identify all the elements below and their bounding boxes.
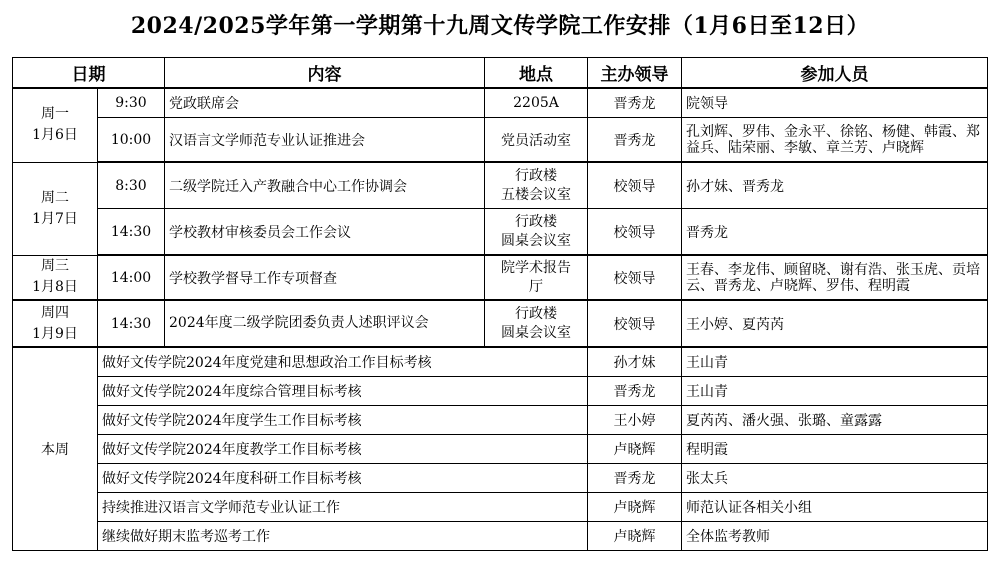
table-row — [13, 88, 988, 118]
table-row — [13, 209, 988, 256]
table-row — [13, 162, 988, 209]
participants-cell: 孔刘辉、罗伟、金永平、徐铭、杨健、韩霞、郑益兵、陆荣丽、李敏、章兰芳、卢晓辉 — [682, 118, 988, 163]
host-cell: 校领导 — [588, 300, 682, 347]
host-cell: 校领导 — [588, 209, 682, 256]
header-content: 内容 — [165, 58, 485, 89]
task-content-cell: 继续做好期末监考巡考工作 — [98, 522, 588, 551]
day-cell-mon — [13, 88, 98, 162]
weekday-label: 周二 — [41, 189, 69, 206]
date-label: 1月8日 — [32, 279, 78, 296]
host-cell: 王小婷 — [588, 406, 682, 435]
content-cell: 党政联席会 — [165, 88, 485, 118]
content-cell: 学校教材审核委员会工作会议 — [165, 209, 485, 256]
location-cell — [485, 209, 588, 256]
weekday-label: 周一 — [41, 106, 69, 123]
location-cell: 2205A — [485, 88, 588, 118]
host-cell: 晋秀龙 — [588, 377, 682, 406]
host-cell: 校领导 — [588, 162, 682, 209]
task-content-cell: 做好文传学院2024年度科研工作目标考核 — [98, 464, 588, 493]
host-cell: 孙才妹 — [588, 347, 682, 377]
weekday-label: 周三 — [41, 258, 69, 275]
schedule-table — [12, 57, 988, 551]
participants-cell: 张太兵 — [682, 464, 988, 493]
participants-cell: 王小婷、夏芮芮 — [682, 300, 988, 347]
participants-cell: 全体监考教师 — [682, 522, 988, 551]
task-content-cell: 做好文传学院2024年度综合管理目标考核 — [98, 377, 588, 406]
table-row — [13, 118, 988, 163]
participants-cell: 孙才妹、晋秀龙 — [682, 162, 988, 209]
header-location: 地点 — [485, 58, 588, 89]
participants-cell: 夏芮芮、潘火强、张璐、童露露 — [682, 406, 988, 435]
host-cell: 晋秀龙 — [588, 464, 682, 493]
location-line: 行政楼 — [515, 167, 557, 184]
participants-cell: 王山青 — [682, 347, 988, 377]
header-participants: 参加人员 — [682, 58, 988, 89]
time-cell: 8:30 — [98, 162, 165, 209]
time-cell: 10:00 — [98, 118, 165, 163]
host-cell: 晋秀龙 — [588, 118, 682, 163]
content-cell: 学校教学督导工作专项督查 — [165, 255, 485, 300]
content-cell: 2024年度二级学院团委负责人述职评议会 — [165, 300, 485, 347]
task-content-cell: 做好文传学院2024年度学生工作目标考核 — [98, 406, 588, 435]
task-content-cell: 做好文传学院2024年度党建和思想政治工作目标考核 — [98, 347, 588, 377]
location-cell: 党员活动室 — [485, 118, 588, 163]
day-cell-thu — [13, 300, 98, 347]
location-cell — [485, 162, 588, 209]
participants-cell: 院领导 — [682, 88, 988, 118]
table-row — [13, 255, 988, 300]
content-cell: 二级学院迁入产教融合中心工作协调会 — [165, 162, 485, 209]
table-row — [13, 406, 988, 435]
location-line: 厅 — [529, 278, 543, 295]
table-row — [13, 300, 988, 347]
table-row — [13, 347, 988, 377]
location-line: 行政楼 — [515, 305, 557, 322]
table-row — [13, 522, 988, 551]
table-row — [13, 435, 988, 464]
table-row — [13, 464, 988, 493]
location-cell — [485, 255, 588, 300]
time-cell: 14:30 — [98, 300, 165, 347]
participants-cell: 王春、李龙伟、顾留晓、谢有浩、张玉虎、贡培云、晋秀龙、卢晓辉、罗伟、程明霞 — [682, 255, 988, 300]
date-label: 1月6日 — [32, 127, 78, 144]
day-cell-wed — [13, 255, 98, 300]
table-row — [13, 493, 988, 522]
header-host: 主办领导 — [588, 58, 682, 89]
participants-cell: 晋秀龙 — [682, 209, 988, 256]
weekday-label: 周四 — [41, 304, 69, 321]
time-cell: 14:00 — [98, 255, 165, 300]
header-row — [13, 58, 988, 89]
location-line: 院学术报告 — [501, 259, 571, 276]
host-cell: 卢晓辉 — [588, 435, 682, 464]
time-cell: 14:30 — [98, 209, 165, 256]
task-content-cell: 做好文传学院2024年度教学工作目标考核 — [98, 435, 588, 464]
task-content-cell: 持续推进汉语言文学师范专业认证工作 — [98, 493, 588, 522]
participants-cell: 王山青 — [682, 377, 988, 406]
table-row — [13, 377, 988, 406]
host-cell: 卢晓辉 — [588, 522, 682, 551]
location-line: 圆桌会议室 — [501, 324, 571, 341]
day-cell-tue — [13, 162, 98, 255]
location-line: 行政楼 — [515, 213, 557, 230]
host-cell: 卢晓辉 — [588, 493, 682, 522]
content-cell: 汉语言文学师范专业认证推进会 — [165, 118, 485, 163]
time-cell: 9:30 — [98, 88, 165, 118]
location-line: 圆桌会议室 — [501, 232, 571, 249]
host-cell: 校领导 — [588, 255, 682, 300]
header-date: 日期 — [13, 58, 165, 89]
page-title: 2024/2025学年第一学期第十九周文传学院工作安排（1月6日至12日） — [130, 13, 870, 39]
date-label: 1月7日 — [32, 210, 78, 227]
host-cell: 晋秀龙 — [588, 88, 682, 118]
location-line: 五楼会议室 — [501, 186, 571, 203]
participants-cell: 程明霞 — [682, 435, 988, 464]
participants-cell: 师范认证各相关小组 — [682, 493, 988, 522]
week-label-cell: 本周 — [13, 347, 98, 551]
date-label: 1月9日 — [32, 325, 78, 342]
location-cell — [485, 300, 588, 347]
